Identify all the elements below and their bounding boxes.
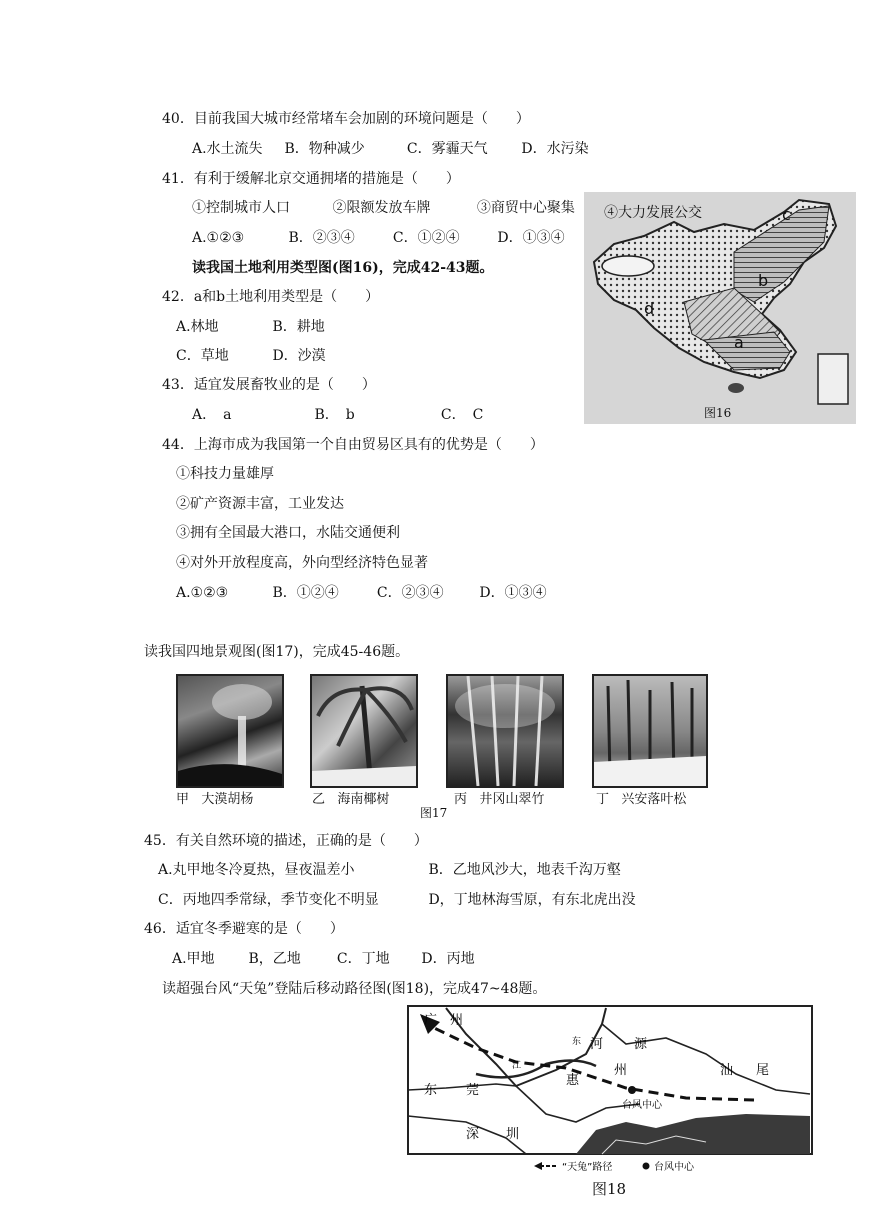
place-guan: 莞 <box>466 1083 480 1098</box>
q44-option-a: A.①②③ <box>176 585 229 601</box>
q44-option-d: D．①③④ <box>479 585 547 601</box>
q46-stem: 46．适宜冬季避寒的是（ ） <box>144 921 344 937</box>
place-he: 河 <box>590 1037 604 1052</box>
legend-center-label: 台风中心 <box>654 1162 694 1173</box>
q41-item-2: ②限额发放车牌 <box>332 200 431 216</box>
typhoon-map-image <box>406 1004 816 1200</box>
intro-42-43: 读我国土地利用类型图(图16)，完成42-43题。 <box>192 260 494 276</box>
q43-options <box>192 406 618 424</box>
intro-45-46: 读我国四地景观图(图17)，完成45-46题。 <box>144 644 410 660</box>
q46-options <box>172 950 475 968</box>
q42-options-row1 <box>176 318 325 336</box>
figure-18-typhoon-path-map <box>406 1004 816 1200</box>
q45-option-d: D，丁地林海雪原，有东北虎出没 <box>428 892 636 908</box>
q41-item-1: ①控制城市人口 <box>192 200 290 216</box>
q41-option-c: C．①②④ <box>392 230 460 246</box>
place-guang: 广 州 <box>424 1013 464 1028</box>
q40-option-d: D．水污染 <box>521 141 589 157</box>
q45-options-row2 <box>158 891 636 909</box>
q44-item-4: ④对外开放程度高，外向型经济特色显著 <box>176 555 428 571</box>
caption-bing-key: 丙 <box>454 792 468 807</box>
q46-option-d: D．丙地 <box>421 951 475 967</box>
map-label-d: d <box>644 299 655 318</box>
figure-17-landscapes <box>170 672 710 822</box>
q42-option-c: C．草地 <box>176 348 229 364</box>
caption-bing <box>454 788 544 807</box>
place-dong: 东 <box>424 1083 438 1098</box>
q40-option-a: A.水土流失 <box>192 141 263 157</box>
q43-option-c: C． C <box>440 407 484 423</box>
photo-jinggangshan-bamboo <box>446 674 564 788</box>
q41-option-a: A.①②③ <box>192 230 245 246</box>
map-label-a: a <box>734 333 744 352</box>
q40-options <box>192 140 589 158</box>
map-label-c: c <box>782 205 791 224</box>
q41-options <box>192 229 565 247</box>
river-jiang: 江 <box>512 1061 522 1071</box>
caption-yi <box>312 788 389 807</box>
q45-stem: 45．有关自然环境的描述，正确的是（ ） <box>144 833 428 849</box>
q45-option-a: A.丸甲地冬冷夏热，昼夜温差小 <box>158 862 355 878</box>
q43-stem: 43．适宜发展畜牧业的是（ ） <box>162 377 376 393</box>
caption-jia-key: 甲 <box>176 792 190 807</box>
q44-option-c: C．②③④ <box>376 585 444 601</box>
place-shen: 深 <box>466 1127 480 1142</box>
place-zhen: 圳 <box>506 1127 520 1142</box>
caption-ding <box>596 788 686 807</box>
q40-stem: 40．目前我国大城市经常堵车会加剧的环境问题是（ ） <box>162 111 530 127</box>
label-typhoon-center: 台风中心 <box>622 1100 662 1111</box>
q45-options-row1 <box>158 861 621 879</box>
q41-items <box>192 199 613 217</box>
figure-16-caption: 图16 <box>704 406 732 420</box>
q41-stem: 41．有利于缓解北京交通拥堵的措施是（ ） <box>162 171 460 187</box>
q44-item-1: ①科技力量雄厚 <box>176 466 274 482</box>
place-wei: 尾 <box>756 1063 770 1078</box>
map-label-b: b <box>758 271 769 290</box>
q44-item-2: ②矿产资源丰富，工业发达 <box>176 496 344 512</box>
q44-item-3: ③拥有全国最大港口，水陆交通便利 <box>176 525 400 541</box>
q41-item-4: ④大力发展公交 <box>604 205 702 221</box>
china-map-image <box>584 192 856 424</box>
legend-path-label: “天兔”路径 <box>562 1162 613 1173</box>
caption-jia <box>176 788 253 807</box>
q46-option-a: A.甲地 <box>172 951 215 967</box>
photo-desert-poplar <box>176 674 284 788</box>
q40-option-c: C．雾霾天气 <box>406 141 488 157</box>
q42-option-d: D．沙漠 <box>272 348 326 364</box>
q42-stem: 42．a和b土地利用类型是（ ） <box>162 289 380 305</box>
place-yuan: 源 <box>634 1037 648 1052</box>
q45-option-c: C．丙地四季常绿，季节变化不明显 <box>158 892 379 908</box>
q46-option-b: B，乙地 <box>248 951 301 967</box>
q45-option-b: B．乙地风沙大，地表千沟万壑 <box>428 862 621 878</box>
q43-option-a: A． a <box>192 407 232 423</box>
caption-yi-name: 海南椰树 <box>337 792 390 807</box>
place-zhou: 州 <box>614 1063 628 1078</box>
caption-ding-key: 丁 <box>596 792 610 807</box>
q41-option-d: D．①③④ <box>497 230 565 246</box>
river-dong: 东 <box>572 1037 582 1047</box>
q42-option-a: A.林地 <box>176 319 219 335</box>
place-hui: 惠 <box>566 1073 580 1088</box>
caption-yi-key: 乙 <box>312 792 326 807</box>
figure-17-caption: 图17 <box>420 806 448 820</box>
figure-18-caption: 图18 <box>592 1180 627 1198</box>
place-shan: 汕 <box>720 1063 734 1078</box>
intro-47-48: 读超强台风“天兔”登陆后移动路径图(图18)，完成47~48题。 <box>162 981 547 997</box>
q44-options <box>176 584 547 602</box>
q40-option-b: B．物种减少 <box>284 141 365 157</box>
caption-ding-name: 兴安落叶松 <box>621 792 687 807</box>
caption-bing-name: 井冈山翠竹 <box>479 792 545 807</box>
caption-jia-name: 大漠胡杨 <box>201 792 254 807</box>
figure-16-land-use-map <box>584 192 856 424</box>
q44-stem: 44．上海市成为我国第一个自由贸易区具有的优势是（ ） <box>162 437 544 453</box>
q42-option-b: B．耕地 <box>272 319 325 335</box>
q46-option-c: C．丁地 <box>336 951 390 967</box>
q42-options-row2 <box>176 347 326 365</box>
q44-option-b: B．①②④ <box>272 585 339 601</box>
q41-item-3: ③商贸中心聚集 <box>476 200 575 216</box>
q43-option-b: B． b <box>314 407 355 423</box>
photo-hainan-coconut <box>310 674 418 788</box>
photo-xingan-larch <box>592 674 708 788</box>
q41-option-b: B．②③④ <box>288 230 355 246</box>
